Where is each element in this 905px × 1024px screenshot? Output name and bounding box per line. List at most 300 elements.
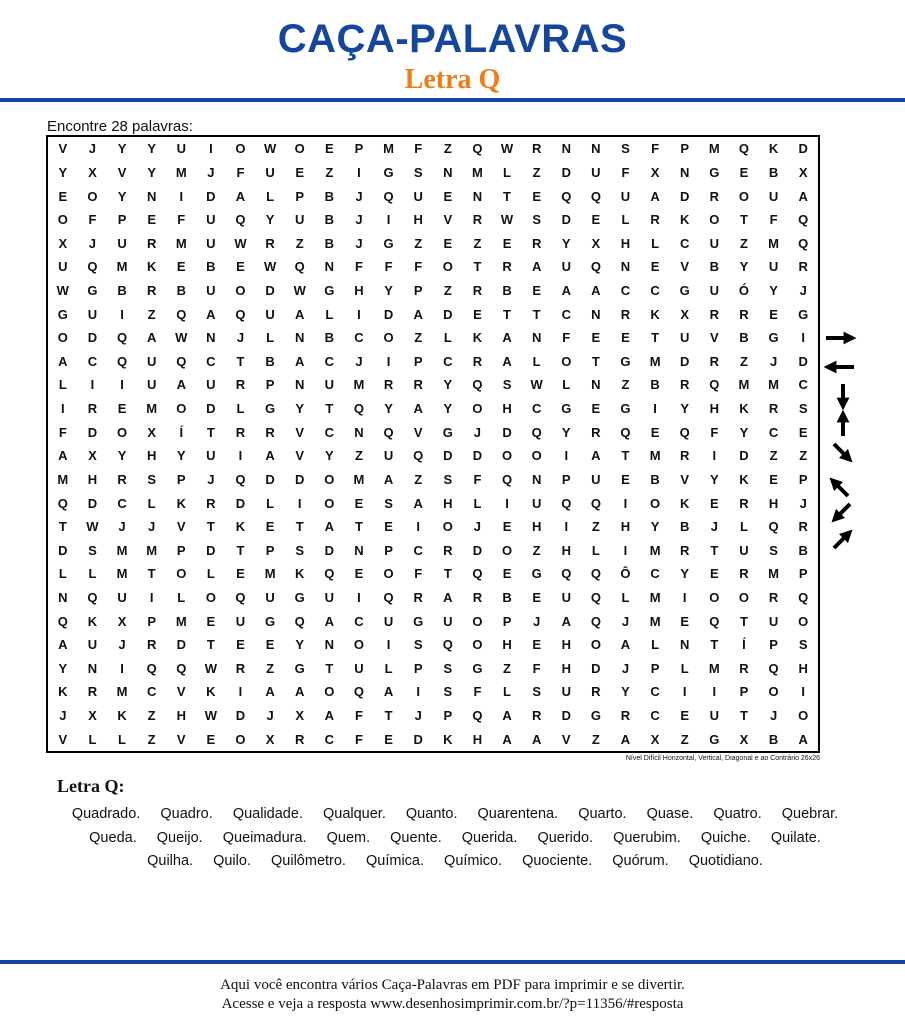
grid-letter: L — [651, 235, 660, 251]
grid-letter: U — [295, 212, 305, 228]
word-list-item: Querida. — [461, 829, 518, 846]
grid-letter: Q — [383, 589, 394, 605]
grid-letter: D — [798, 141, 808, 157]
grid-letter: A — [531, 731, 542, 747]
grid-letter: H — [620, 519, 631, 535]
grid-letter: A — [324, 519, 335, 535]
grid-letter: E — [176, 259, 186, 275]
grid-letter: G — [265, 401, 276, 417]
grid-letter: N — [295, 330, 305, 346]
footer-line-2: Acesse e veja a resposta www.desenhosimprimir.com.br/?p=11356/#resposta — [221, 996, 684, 1012]
grid-letter: Q — [235, 471, 246, 487]
grid-letter: N — [443, 164, 453, 180]
grid-letter: U — [206, 282, 216, 298]
grid-letter: J — [355, 188, 363, 204]
grid-letter: P — [413, 282, 423, 298]
grid-letter: K — [472, 330, 483, 346]
grid-letter: G — [383, 235, 394, 251]
grid-letter: A — [413, 401, 423, 417]
grid-letter: A — [324, 708, 335, 724]
grid-letter: K — [443, 731, 453, 747]
grid-letter: J — [414, 708, 422, 724]
word-list-item: Quotidiano. — [688, 853, 763, 869]
grid-letter: C — [531, 401, 542, 417]
grid-letter: I — [120, 377, 124, 393]
grid-letter: A — [58, 637, 68, 653]
grid-letter: H — [798, 660, 808, 676]
grid-letter: R — [591, 424, 601, 440]
grid-letter: U — [531, 495, 542, 511]
grid-letter: Q — [146, 660, 157, 676]
grid-letter: I — [564, 519, 569, 535]
grid-letter: T — [443, 566, 452, 582]
grid-letter: Z — [147, 731, 156, 747]
grid-letter: R — [709, 306, 720, 322]
word-list-item: Quase. — [646, 806, 694, 822]
grid-letter: Y — [325, 448, 334, 464]
grid-letter: N — [680, 637, 690, 653]
grid-letter: J — [769, 353, 778, 369]
grid-letter: J — [769, 708, 778, 724]
grid-letter: T — [739, 708, 748, 724]
grid-letter: Z — [295, 235, 304, 251]
grid-letter: L — [266, 330, 275, 346]
grid-letter: L — [532, 353, 541, 369]
grid-letter: C — [443, 353, 453, 369]
grid-letter: Z — [414, 330, 423, 346]
grid-letter: V — [680, 471, 690, 487]
grid-letter: T — [621, 448, 630, 464]
grid-letter: L — [443, 330, 452, 346]
grid-letter: W — [293, 282, 306, 298]
grid-letter: Ô — [620, 566, 631, 582]
grid-letter: Q — [561, 188, 572, 204]
grid-letter: C — [146, 684, 157, 700]
word-list-item: Quebrar. — [781, 806, 839, 822]
grid-letter: L — [266, 495, 275, 511]
grid-letter: T — [503, 188, 511, 204]
grid-letter: C — [324, 424, 335, 440]
grid-letter: A — [502, 708, 512, 724]
grid-letter: D — [739, 448, 749, 464]
grid-letter: T — [325, 660, 334, 676]
grid-letter: U — [146, 377, 157, 393]
grid-letter: D — [206, 401, 216, 417]
grid-letter: B — [768, 731, 779, 747]
grid-letter: Z — [473, 235, 482, 251]
word-list-item: Quente. — [390, 829, 442, 846]
grid-letter: L — [680, 660, 689, 676]
grid-letter: R — [502, 259, 512, 275]
grid-letter: W — [500, 141, 514, 157]
grid-letter: B — [176, 282, 186, 298]
grid-letter: F — [354, 731, 363, 747]
grid-letter: M — [708, 141, 720, 157]
grid-letter: E — [384, 519, 393, 535]
grid-letter: R — [472, 212, 483, 228]
grid-letter: M — [768, 235, 779, 251]
grid-letter: E — [621, 471, 630, 487]
grid-letter: U — [591, 471, 601, 487]
grid-letter: E — [502, 235, 512, 251]
grid-letter: Y — [295, 637, 305, 653]
grid-letter: R — [709, 188, 720, 204]
grid-letter: E — [236, 637, 245, 653]
letter-grid — [46, 135, 820, 753]
grid-letter: G — [620, 353, 631, 369]
grid-letter: E — [532, 589, 541, 605]
grid-letter: S — [532, 684, 541, 700]
grid-letter: M — [471, 164, 483, 180]
grid-letter: T — [206, 424, 215, 440]
grid-letter: Z — [591, 731, 600, 747]
grid-letter: A — [176, 377, 186, 393]
grid-letter: Q — [176, 353, 187, 369]
grid-letter: I — [505, 495, 509, 511]
grid-letter: R — [235, 660, 246, 676]
grid-letter: A — [561, 613, 571, 629]
grid-letter: Z — [621, 377, 630, 393]
grid-letter: C — [324, 353, 335, 369]
grid-letter: U — [87, 637, 98, 653]
grid-letter: K — [146, 259, 157, 275]
grid-letter: X — [147, 424, 156, 440]
grid-letter: K — [117, 708, 127, 724]
grid-letter: U — [709, 235, 720, 251]
grid-letter: O — [57, 212, 68, 228]
grid-letter: W — [500, 212, 514, 228]
grid-letter: Q — [294, 613, 305, 629]
grid-letter: O — [235, 141, 246, 157]
grid-letter: E — [502, 566, 512, 582]
grid-letter: T — [206, 519, 215, 535]
grid-letter: O — [324, 495, 335, 511]
grid-letter: C — [650, 684, 660, 700]
grid-letter: Z — [739, 353, 748, 369]
grid-letter: U — [354, 660, 364, 676]
grid-letter: P — [650, 660, 660, 676]
word-list-item: Quilha. — [147, 853, 194, 869]
grid-letter: B — [324, 235, 335, 251]
footer — [0, 976, 905, 1014]
grid-letter: A — [620, 731, 631, 747]
grid-letter: D — [591, 660, 601, 676]
grid-letter: M — [116, 259, 128, 275]
grid-letter: C — [413, 542, 423, 558]
grid-letter: Q — [738, 141, 750, 157]
grid-letter: P — [680, 141, 690, 157]
word-list-item: Querubim. — [613, 829, 681, 846]
word-list — [60, 803, 850, 874]
grid-letter: A — [502, 731, 512, 747]
word-list-item: Quanto. — [405, 806, 458, 822]
grid-letter: N — [354, 542, 364, 558]
grid-letter: H — [472, 731, 483, 747]
grid-letter: M — [649, 542, 661, 558]
grid-letter: V — [680, 259, 690, 275]
grid-letter: L — [266, 188, 275, 204]
grid-letter: M — [353, 377, 365, 393]
grid-letter: U — [206, 448, 216, 464]
grid-letter: I — [623, 542, 628, 558]
grid-letter: Y — [650, 519, 660, 535]
grid-letter: R — [591, 684, 601, 700]
word-list-item: Quadro. — [160, 806, 213, 822]
grid-letter: S — [295, 542, 305, 558]
grid-letter: T — [503, 306, 511, 322]
word-list-item: Quiche. — [700, 829, 751, 846]
grid-letter: I — [386, 353, 391, 369]
grid-letter: N — [561, 141, 571, 157]
grid-letter: B — [502, 282, 512, 298]
grid-letter: N — [591, 306, 601, 322]
grid-letter: T — [236, 542, 245, 558]
grid-letter: Z — [503, 660, 511, 676]
grid-letter: A — [591, 282, 601, 298]
grid-letter: M — [116, 566, 128, 582]
grid-letter: D — [176, 637, 186, 653]
grid-letter: K — [58, 684, 68, 700]
grid-letter: J — [118, 519, 126, 535]
grid-letter: G — [87, 282, 98, 298]
grid-letter: P — [147, 613, 156, 629]
word-list-heading: Letra Q: — [57, 776, 125, 796]
grid-letter: E — [325, 141, 334, 157]
page-title: CAÇA-PALAVRAS — [277, 17, 628, 61]
grid-letter: U — [324, 589, 335, 605]
grid-letter: R — [739, 495, 749, 511]
grid-letter: A — [324, 613, 335, 629]
grid-letter: Q — [590, 188, 601, 204]
grid-letter: Z — [266, 660, 275, 676]
grid-letter: U — [87, 306, 98, 322]
grid-letter: E — [354, 566, 364, 582]
grid-letter: I — [238, 684, 243, 700]
grid-letter: K — [235, 519, 246, 535]
word-list-item: Quadrado. — [71, 806, 141, 822]
grid-letter: U — [561, 589, 571, 605]
grid-letter: O — [235, 731, 246, 747]
word-list-item: Química. — [366, 853, 425, 869]
grid-letter: D — [443, 448, 453, 464]
grid-letter: C — [650, 282, 660, 298]
grid-letter: G — [472, 660, 483, 676]
grid-letter: F — [236, 164, 245, 180]
grid-letter: U — [265, 306, 275, 322]
grid-letter: U — [265, 589, 275, 605]
grid-letter: D — [443, 306, 453, 322]
grid-letter: J — [473, 424, 482, 440]
grid-letter: G — [294, 589, 305, 605]
grid-letter: M — [383, 141, 394, 157]
grid-letter: P — [443, 708, 453, 724]
grid-letter: D — [561, 212, 571, 228]
grid-letter: P — [265, 377, 275, 393]
grid-letter: D — [324, 542, 335, 558]
grid-letter: Q — [590, 259, 601, 275]
direction-arrows — [820, 320, 860, 560]
grid-letter: U — [768, 259, 779, 275]
grid-letter: B — [650, 471, 660, 487]
grid-letter: Z — [591, 519, 600, 535]
grid-letter: B — [502, 589, 512, 605]
grid-letter: R — [265, 424, 275, 440]
grid-letter: J — [59, 708, 67, 724]
grid-letter: G — [709, 164, 720, 180]
grid-letter: W — [204, 708, 218, 724]
grid-letter: E — [591, 330, 601, 346]
grid-letter: H — [561, 542, 571, 558]
grid-letter: V — [58, 141, 68, 157]
grid-letter: D — [87, 495, 98, 511]
grid-letter: N — [87, 660, 98, 676]
grid-letter: I — [60, 401, 65, 417]
grid-letter: E — [265, 519, 275, 535]
grid-letter: L — [177, 589, 186, 605]
grid-letter: Q — [116, 353, 128, 369]
grid-letter: M — [175, 164, 187, 180]
grid-letter: X — [650, 164, 660, 180]
grid-letter: Z — [799, 448, 808, 464]
grid-letter: E — [295, 164, 305, 180]
grid-letter: O — [472, 401, 483, 417]
grid-letter: N — [295, 377, 305, 393]
grid-letter: A — [620, 637, 631, 653]
grid-letter: R — [472, 589, 483, 605]
grid-letter: P — [354, 141, 364, 157]
grid-letter: R — [413, 589, 423, 605]
grid-letter: T — [147, 566, 156, 582]
grid-letter: F — [651, 141, 660, 157]
grid-letter: E — [710, 495, 719, 511]
grid-letter: X — [680, 306, 690, 322]
grid-letter: F — [58, 424, 67, 440]
grid-letter: X — [739, 731, 749, 747]
grid-letter: Y — [384, 282, 393, 298]
grid-letter: F — [354, 708, 363, 724]
grid-letter: E — [265, 637, 275, 653]
grid-letter: G — [442, 424, 453, 440]
grid-letter: A — [561, 282, 571, 298]
grid-letter: N — [620, 259, 631, 275]
grid-letter: Y — [117, 448, 127, 464]
grid-letter: A — [798, 731, 808, 747]
grid-letter: L — [503, 684, 511, 700]
grid-letter: B — [739, 330, 749, 346]
grid-letter: R — [798, 519, 808, 535]
grid-letter: V — [295, 448, 305, 464]
grid-letter: O — [590, 637, 601, 653]
grid-letter: R — [531, 141, 542, 157]
grid-letter: R — [443, 542, 453, 558]
grid-letter: Y — [117, 141, 127, 157]
grid-letter: O — [57, 330, 68, 346]
grid-letter: B — [680, 519, 690, 535]
grid-letter: H — [620, 235, 631, 251]
grid-letter: U — [324, 377, 335, 393]
grid-letter: I — [564, 448, 569, 464]
grid-letter: A — [235, 188, 246, 204]
grid-letter: W — [56, 282, 69, 298]
grid-letter: U — [265, 164, 275, 180]
grid-letter: Y — [621, 684, 630, 700]
grid-letter: B — [324, 212, 335, 228]
difficulty-note: Nível Difícil Horizontal, Vertical, Diagonal e ao Contrário 26x26 — [625, 755, 820, 762]
grid-letter: E — [680, 613, 690, 629]
word-list-item: Querido. — [537, 829, 594, 846]
grid-letter: A — [265, 684, 275, 700]
grid-letter: N — [324, 259, 335, 275]
grid-letter: J — [207, 471, 215, 487]
word-list-item: Quarto. — [578, 806, 627, 822]
grid-letter: O — [798, 613, 809, 629]
grid-letter: E — [739, 164, 749, 180]
grid-letter: C — [768, 424, 779, 440]
grid-letter: U — [235, 613, 246, 629]
grid-letter: Z — [147, 306, 156, 322]
grid-letter: Y — [147, 141, 156, 157]
grid-letter: Y — [384, 401, 393, 417]
grid-letter: R — [295, 731, 305, 747]
grid-letter: U — [383, 613, 394, 629]
page-subtitle: Letra Q — [404, 64, 501, 95]
grid-letter: I — [682, 684, 687, 700]
grid-letter: B — [265, 353, 275, 369]
grid-letter: T — [473, 259, 482, 275]
grid-letter: Z — [680, 731, 689, 747]
arrow-up-right-icon — [834, 534, 848, 548]
grid-letter: P — [295, 188, 305, 204]
grid-letter: W — [86, 519, 99, 535]
grid-letter: S — [384, 495, 393, 511]
grid-letter: A — [265, 448, 275, 464]
grid-letter: Z — [443, 141, 452, 157]
grid-letter: M — [768, 566, 779, 582]
grid-letter: I — [149, 589, 154, 605]
grid-letter: I — [357, 164, 361, 180]
grid-letter: J — [710, 519, 718, 535]
grid-letter: B — [117, 282, 127, 298]
grid-letter: G — [57, 306, 68, 322]
grid-letter: J — [236, 330, 245, 346]
grid-letter: E — [591, 212, 601, 228]
grid-letter: R — [383, 377, 394, 393]
grid-letter: T — [739, 613, 748, 629]
grid-letter: B — [709, 259, 720, 275]
grid-letter: J — [621, 613, 630, 629]
grid-letter: N — [680, 164, 690, 180]
word-list-item: Qualidade. — [232, 806, 303, 822]
grid-letter: J — [207, 164, 215, 180]
grid-letter: Y — [680, 566, 690, 582]
grid-letter: H — [146, 448, 157, 464]
grid-letter: R — [146, 637, 157, 653]
grid-letter: E — [443, 188, 453, 204]
grid-letter: X — [88, 708, 97, 724]
grid-letter: J — [799, 282, 807, 298]
grid-letter: Q — [57, 613, 68, 629]
grid-letter: R — [709, 353, 720, 369]
grid-letter: A — [295, 684, 305, 700]
grid-letter: K — [650, 306, 660, 322]
grid-letter: J — [355, 353, 363, 369]
grid-letter: Q — [590, 613, 601, 629]
grid-letter: A — [798, 188, 808, 204]
grid-letter: Q — [294, 259, 305, 275]
grid-letter: Í — [179, 424, 184, 440]
grid-letter: E — [650, 259, 660, 275]
grid-letter: S — [502, 377, 512, 393]
